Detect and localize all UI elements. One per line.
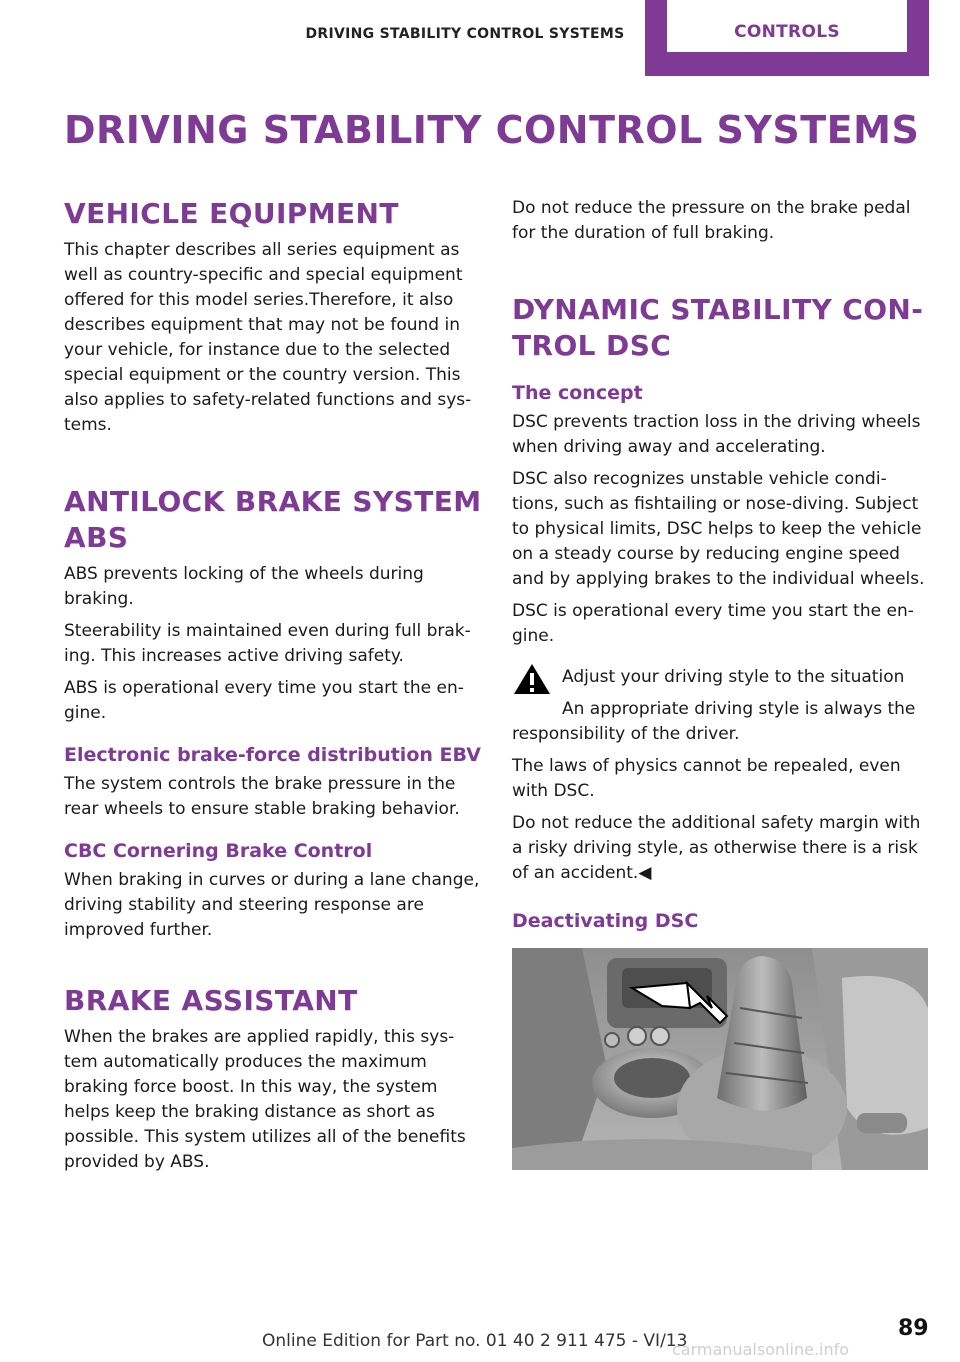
right-column: [512, 196, 930, 1170]
abs-text-3: ABS is operational every time you start the en‐gine.: [64, 678, 464, 723]
warning-title: Adjust your driving style to the situation: [562, 667, 905, 687]
page-number: 89: [898, 1316, 929, 1341]
cbc-text: When braking in curves or during a lane change, driving stability and steering response are improved further.: [64, 870, 480, 940]
warning-text-2: The laws of physics cannot be repealed, even with DSC.: [512, 756, 901, 801]
warning-text-3: Do not reduce the additional safety margin with a risky driving style, as otherwise there is a risk of an accident.◀: [512, 813, 921, 883]
heading-cbc: CBC Cornering Brake Control: [64, 840, 373, 862]
warning-triangle-icon: [512, 661, 552, 697]
heading-dsc-line2: TROL DSC: [512, 329, 672, 362]
heading-ebv: Electronic brake-force distribution EBV: [64, 744, 481, 766]
footer-edition: Online Edition for Part no. 01 40 2 911 475 - VI/13: [262, 1331, 688, 1351]
page-title: DRIVING STABILITY CONTROL SYSTEMS: [64, 108, 920, 152]
abs-text-2: Steerability is maintained even during full brak‐ing. This increases active driving safety.: [64, 621, 471, 666]
heading-dsc-line1: DYNAMIC STABILITY CON‐: [512, 293, 924, 326]
brake-assistant-text: When the brakes are applied rapidly, this sys‐tem automatically produces the maximum braking force boost. In this way, the system helps keep the braking distance as short as possible. This system utilizes all of the benefits provided by ABS.: [64, 1027, 466, 1172]
chapter-tab-label: CONTROLS: [667, 0, 907, 52]
heading-concept: The concept: [512, 382, 643, 404]
heading-brake-assistant: BRAKE ASSISTANT: [64, 984, 358, 1017]
watermark: carmanualsonline.info: [672, 1340, 850, 1359]
full-braking-text: Do not reduce the pressure on the brake pedal for the duration of full braking.: [512, 198, 911, 243]
warning-block: [512, 661, 930, 697]
running-header: DRIVING STABILITY CONTROL SYSTEMS: [305, 26, 625, 42]
center-console-photo: [512, 948, 928, 1170]
vehicle-equipment-text: This chapter describes all series equipment as well as country-specific and special equipment offered for this model series.Therefore, it also describes equipment that may not be found in your vehicle, for instance due to the selected special equipment or the country version. This also applies to safety-related functions and sys‐tems.: [64, 240, 472, 435]
dsc-text-3: DSC is operational every time you start the en‐gine.: [512, 601, 914, 646]
dsc-text-2: DSC also recognizes unstable vehicle condi‐tions, such as fishtailing or nose-diving. Subject to physical limits, DSC helps to keep the vehicle on a steady course by reducing engine speed and by applying brakes to the individual wheels.: [512, 469, 925, 589]
heading-vehicle-equipment: VEHICLE EQUIPMENT: [64, 197, 399, 230]
chapter-tab: [645, 0, 929, 76]
left-column: [64, 196, 482, 1182]
abs-text-1: ABS prevents locking of the wheels during braking.: [64, 564, 424, 609]
ebv-text: The system controls the brake pressure in the rear wheels to ensure stable braking behavior.: [64, 774, 460, 819]
dsc-text-1: DSC prevents traction loss in the driving wheels when driving away and accelerating.: [512, 412, 921, 457]
heading-abs: ANTILOCK BRAKE SYSTEM ABS: [64, 485, 482, 554]
heading-deactivating-dsc: Deactivating DSC: [512, 910, 699, 932]
warning-text-1: An appropriate driving style is always the responsibility of the driver.: [512, 699, 916, 744]
